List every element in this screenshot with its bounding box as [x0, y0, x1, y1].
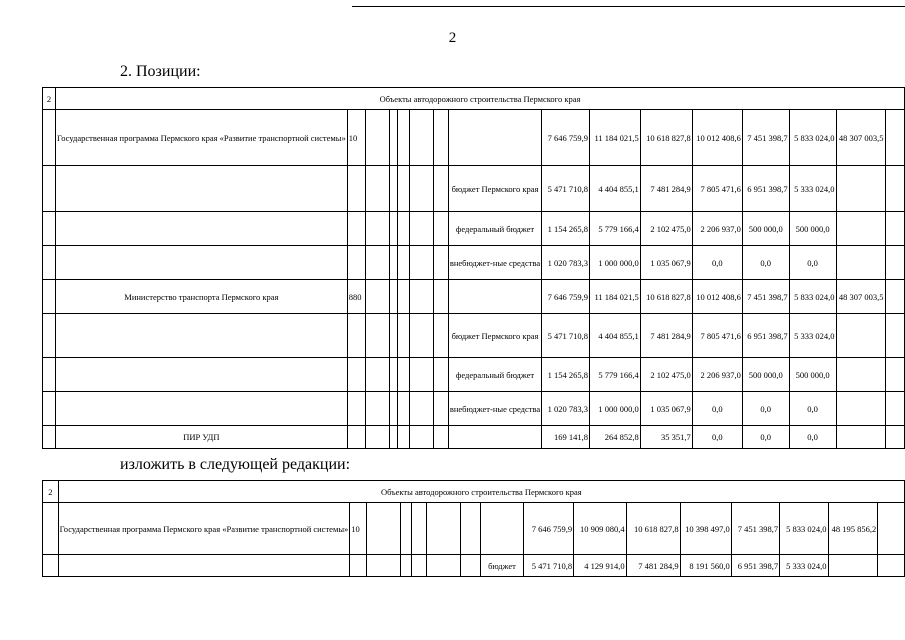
value-cell — [836, 358, 885, 392]
value-cell: 5 833 024,0 — [789, 110, 836, 166]
source-label: бюджет Пермского края — [448, 166, 541, 212]
ministry-code: 880 — [347, 280, 365, 314]
ministry-name: Министерство транспорта Пермского края — [56, 280, 348, 314]
value-cell: 7 451 398,7 — [742, 110, 789, 166]
value-cell: 0,0 — [789, 392, 836, 426]
value-cell: 5 833 024,0 — [780, 503, 828, 555]
table-title-row — [43, 88, 905, 110]
value-cell: 7 805 471,6 — [692, 166, 742, 212]
source-label: федеральный бюджет — [448, 212, 541, 246]
value-cell: 4 129 914,0 — [574, 555, 627, 577]
table-row — [43, 280, 905, 314]
value-cell: 0,0 — [692, 246, 742, 280]
value-cell: 7 646 759,9 — [542, 280, 590, 314]
value-cell: 5 833 024,0 — [789, 280, 836, 314]
value-cell: 7 451 398,7 — [731, 503, 779, 555]
value-cell: 5 779 166,4 — [589, 358, 640, 392]
value-cell: 35 351,7 — [640, 426, 692, 449]
value-cell — [836, 212, 885, 246]
row-number: 2 — [43, 88, 56, 110]
value-cell: 0,0 — [789, 426, 836, 449]
value-cell: 10 909 080,4 — [574, 503, 627, 555]
value-cell — [828, 555, 878, 577]
table-row — [43, 503, 905, 555]
value-cell — [836, 314, 885, 358]
value-cell: 2 206 937,0 — [692, 358, 742, 392]
page-number: 2 — [448, 30, 457, 46]
table-row — [43, 426, 905, 449]
value-cell: 5 333 024,0 — [780, 555, 828, 577]
value-cell: 264 852,8 — [589, 426, 640, 449]
value-cell: 5 471 710,8 — [524, 555, 574, 577]
value-cell: 10 012 408,6 — [692, 110, 742, 166]
value-cell: 7 451 398,7 — [742, 280, 789, 314]
top-rule — [352, 6, 905, 7]
value-cell: 10 618 827,8 — [640, 110, 692, 166]
source-label: внебюджет-ные средства — [448, 392, 541, 426]
table-title-row — [43, 481, 905, 503]
value-cell: 1 020 783,3 — [542, 392, 590, 426]
value-cell: 1 035 067,9 — [640, 392, 692, 426]
pir-label: ПИР УДП — [56, 426, 348, 449]
table-row — [43, 246, 905, 280]
source-label: внебюджет-ные средства — [448, 246, 541, 280]
section-heading: 2. Позиции: — [120, 63, 201, 80]
row-number: 2 — [43, 481, 59, 503]
value-cell: 48 195 856,2 — [828, 503, 878, 555]
value-cell: 48 307 003,5 — [836, 280, 885, 314]
value-cell: 1 020 783,3 — [542, 246, 590, 280]
value-cell: 8 191 560,0 — [680, 555, 731, 577]
value-cell: 0,0 — [789, 246, 836, 280]
section-subheading: изложить в следующей редакции: — [120, 456, 351, 473]
value-cell: 7 646 759,9 — [542, 110, 590, 166]
value-cell — [836, 246, 885, 280]
value-cell: 6 951 398,7 — [742, 314, 789, 358]
value-cell: 4 404 855,1 — [589, 314, 640, 358]
value-cell: 7 805 471,6 — [692, 314, 742, 358]
value-cell: 1 000 000,0 — [589, 392, 640, 426]
program-name: Государственная программа Пермского края «Развитие транспортной системы» — [58, 503, 350, 555]
value-cell: 500 000,0 — [742, 358, 789, 392]
value-cell: 1 154 265,8 — [542, 212, 590, 246]
value-cell — [836, 392, 885, 426]
value-cell: 5 779 166,4 — [589, 212, 640, 246]
table-row — [43, 110, 905, 166]
value-cell: 1 035 067,9 — [640, 246, 692, 280]
program-code: 10 — [350, 503, 367, 555]
table-title: Объекты автодорожного строительства Пермского края — [58, 481, 904, 503]
source-label: бюджет — [480, 555, 524, 577]
value-cell: 7 646 759,9 — [524, 503, 574, 555]
value-cell: 0,0 — [742, 426, 789, 449]
value-cell — [836, 426, 885, 449]
value-cell: 10 012 408,6 — [692, 280, 742, 314]
table-row — [43, 212, 905, 246]
value-cell: 1 154 265,8 — [542, 358, 590, 392]
table-row — [43, 392, 905, 426]
value-cell: 0,0 — [692, 392, 742, 426]
value-cell: 6 951 398,7 — [731, 555, 779, 577]
value-cell: 5 333 024,0 — [789, 314, 836, 358]
value-cell — [836, 166, 885, 212]
positions-table-new — [42, 480, 905, 577]
value-cell: 5 333 024,0 — [789, 166, 836, 212]
value-cell: 11 184 021,5 — [589, 280, 640, 314]
value-cell: 10 618 827,8 — [640, 280, 692, 314]
source-label: федеральный бюджет — [448, 358, 541, 392]
table-row — [43, 166, 905, 212]
value-cell: 7 481 284,9 — [626, 555, 680, 577]
value-cell: 1 000 000,0 — [589, 246, 640, 280]
source-label: бюджет Пермского края — [448, 314, 541, 358]
program-name: Государственная программа Пермского края «Развитие транспортной системы» — [56, 110, 348, 166]
value-cell: 2 102 475,0 — [640, 358, 692, 392]
value-cell: 10 398 497,0 — [680, 503, 731, 555]
value-cell: 11 184 021,5 — [589, 110, 640, 166]
value-cell: 0,0 — [742, 246, 789, 280]
program-code: 10 — [347, 110, 365, 166]
value-cell: 7 481 284,9 — [640, 314, 692, 358]
value-cell: 10 618 827,8 — [626, 503, 680, 555]
value-cell: 7 481 284,9 — [640, 166, 692, 212]
value-cell: 4 404 855,1 — [589, 166, 640, 212]
table-title: Объекты автодорожного строительства Пермского края — [56, 88, 905, 110]
value-cell: 5 471 710,8 — [542, 166, 590, 212]
value-cell: 48 307 003,5 — [836, 110, 885, 166]
table-row — [43, 555, 905, 577]
value-cell: 500 000,0 — [789, 358, 836, 392]
value-cell: 169 141,8 — [542, 426, 590, 449]
value-cell: 5 471 710,8 — [542, 314, 590, 358]
positions-table-original — [42, 87, 905, 449]
value-cell: 500 000,0 — [742, 212, 789, 246]
value-cell: 500 000,0 — [789, 212, 836, 246]
value-cell: 6 951 398,7 — [742, 166, 789, 212]
value-cell: 2 102 475,0 — [640, 212, 692, 246]
table-row — [43, 314, 905, 358]
value-cell: 0,0 — [742, 392, 789, 426]
value-cell: 0,0 — [692, 426, 742, 449]
table-row — [43, 358, 905, 392]
value-cell: 2 206 937,0 — [692, 212, 742, 246]
